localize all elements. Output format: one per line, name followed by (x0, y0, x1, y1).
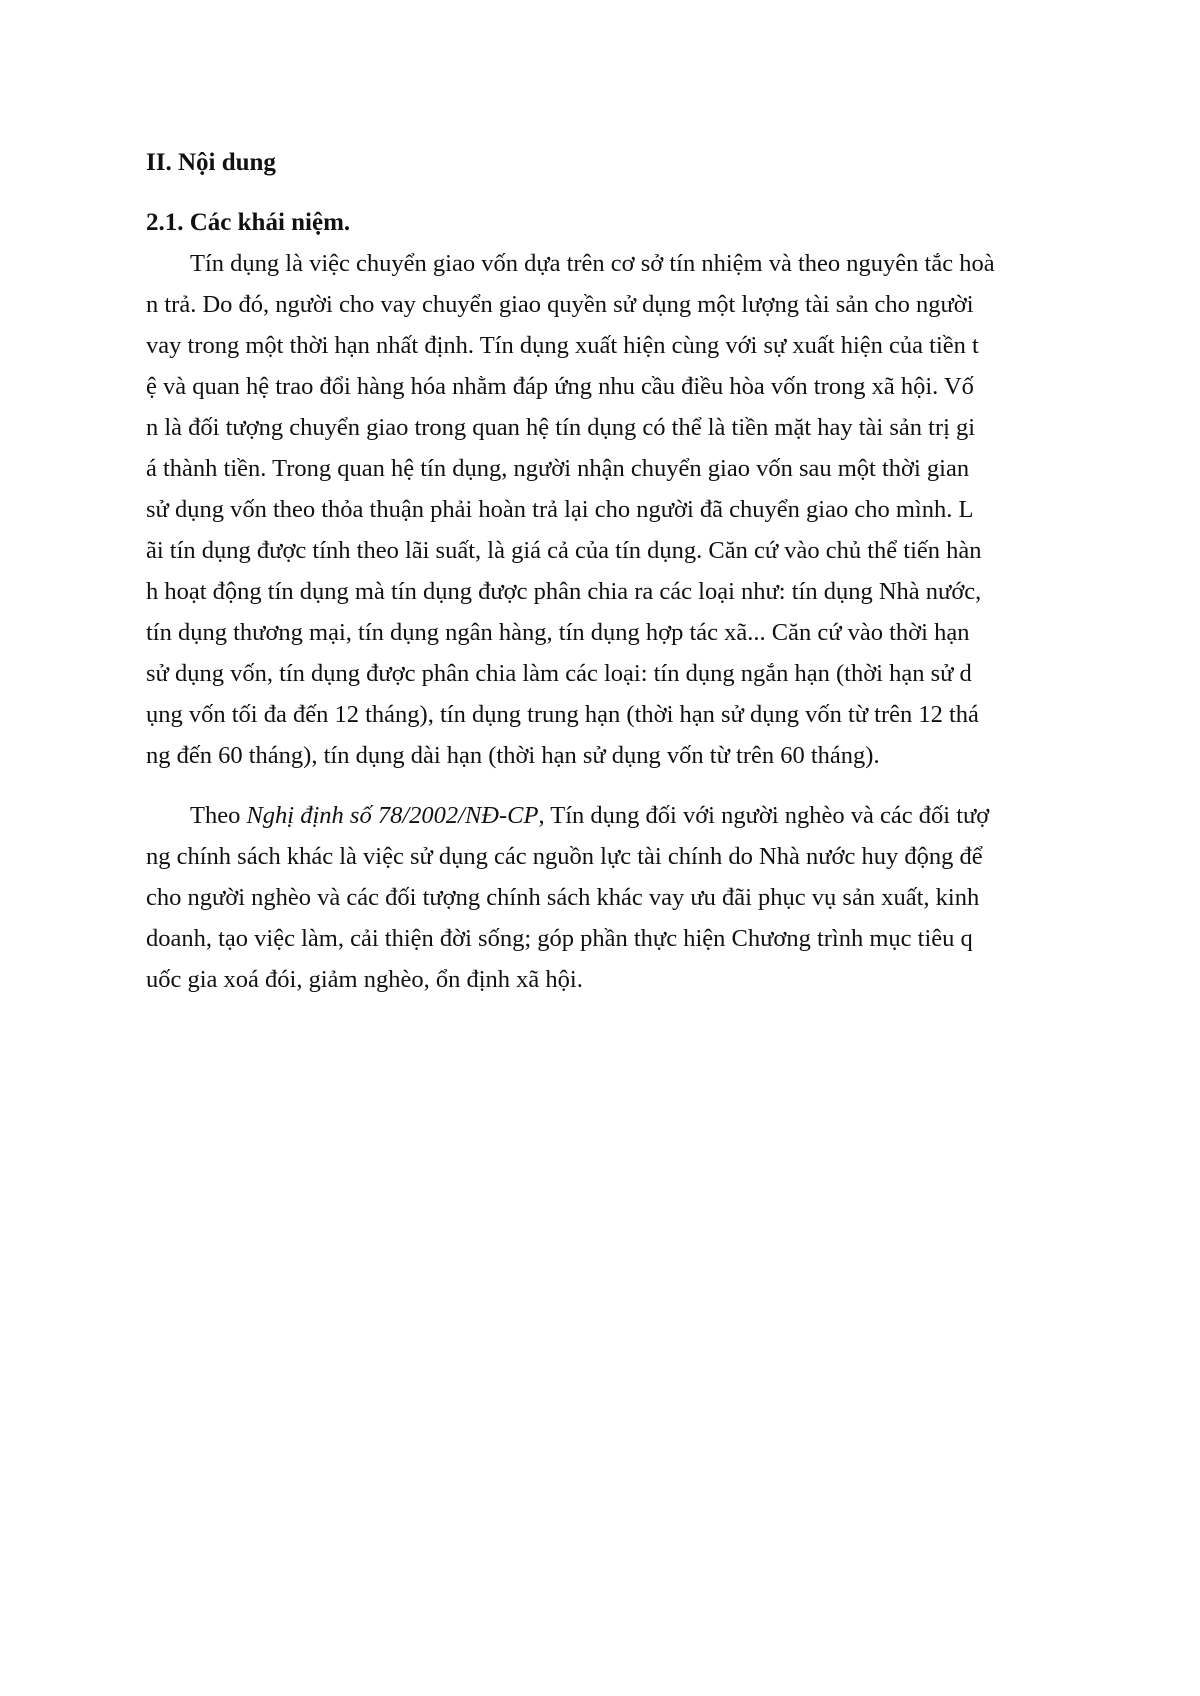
paragraph-line: cho người nghèo và các đối tượng chính sách khác vay ưu đãi phục vụ sản xuất, kinh (146, 884, 980, 911)
paragraph-line: h hoạt động tín dụng mà tín dụng được phân chia ra các loại như: tín dụng Nhà nước, (146, 578, 982, 605)
subsection-heading: 2.1. Các khái niệm. (146, 209, 351, 236)
paragraph-line: sử dụng vốn theo thỏa thuận phải hoàn trả lại cho người đã chuyển giao cho mình. L (146, 496, 974, 523)
paragraph-line: n là đối tượng chuyển giao trong quan hệ tín dụng có thể là tiền mặt hay tài sản trị gi (146, 414, 976, 441)
paragraph-line: ãi tín dụng được tính theo lãi suất, là giá cả của tín dụng. Căn cứ vào chủ thể tiến hàn (146, 537, 982, 564)
paragraph-line: ng đến 60 tháng), tín dụng dài hạn (thời hạn sử dụng vốn từ trên 60 tháng). (146, 742, 880, 769)
paragraph-text: , Tín dụng đối với người nghèo và các đối tượ (538, 802, 990, 829)
paragraph-line: ụng vốn tối đa đến 12 tháng), tín dụng trung hạn (thời hạn sử dụng vốn từ trên 12 thá (146, 701, 979, 728)
paragraph-line: vay trong một thời hạn nhất định. Tín dụng xuất hiện cùng với sự xuất hiện của tiền t (146, 332, 979, 359)
paragraph-line: ệ và quan hệ trao đổi hàng hóa nhằm đáp ứng nhu cầu điều hòa vốn trong xã hội. Vố (146, 373, 974, 400)
decree-citation: Nghị định số 78/2002/NĐ-CP (246, 802, 539, 829)
paragraph-line (190, 801, 989, 831)
paragraph-line: tín dụng thương mại, tín dụng ngân hàng, tín dụng hợp tác xã... Căn cứ vào thời hạn (146, 619, 970, 646)
paragraph-line: Tín dụng là việc chuyển giao vốn dựa trên cơ sở tín nhiệm và theo nguyên tắc hoà (190, 250, 995, 277)
paragraph-text: Theo (190, 802, 247, 829)
paragraph-line: ng chính sách khác là việc sử dụng các nguồn lực tài chính do Nhà nước huy động để (146, 843, 983, 870)
paragraph-line: sử dụng vốn, tín dụng được phân chia làm các loại: tín dụng ngắn hạn (thời hạn sử d (146, 660, 972, 687)
paragraph-line: uốc gia xoá đói, giảm nghèo, ổn định xã hội. (146, 966, 583, 993)
paragraph-line: doanh, tạo việc làm, cải thiện đời sống; góp phần thực hiện Chương trình mục tiêu q (146, 925, 973, 952)
paragraph-line: á thành tiền. Trong quan hệ tín dụng, người nhận chuyển giao vốn sau một thời gian (146, 455, 970, 482)
section-heading: II. Nội dung (146, 149, 276, 176)
paragraph-line: n trả. Do đó, người cho vay chuyển giao quyền sử dụng một lượng tài sản cho người (146, 291, 974, 318)
